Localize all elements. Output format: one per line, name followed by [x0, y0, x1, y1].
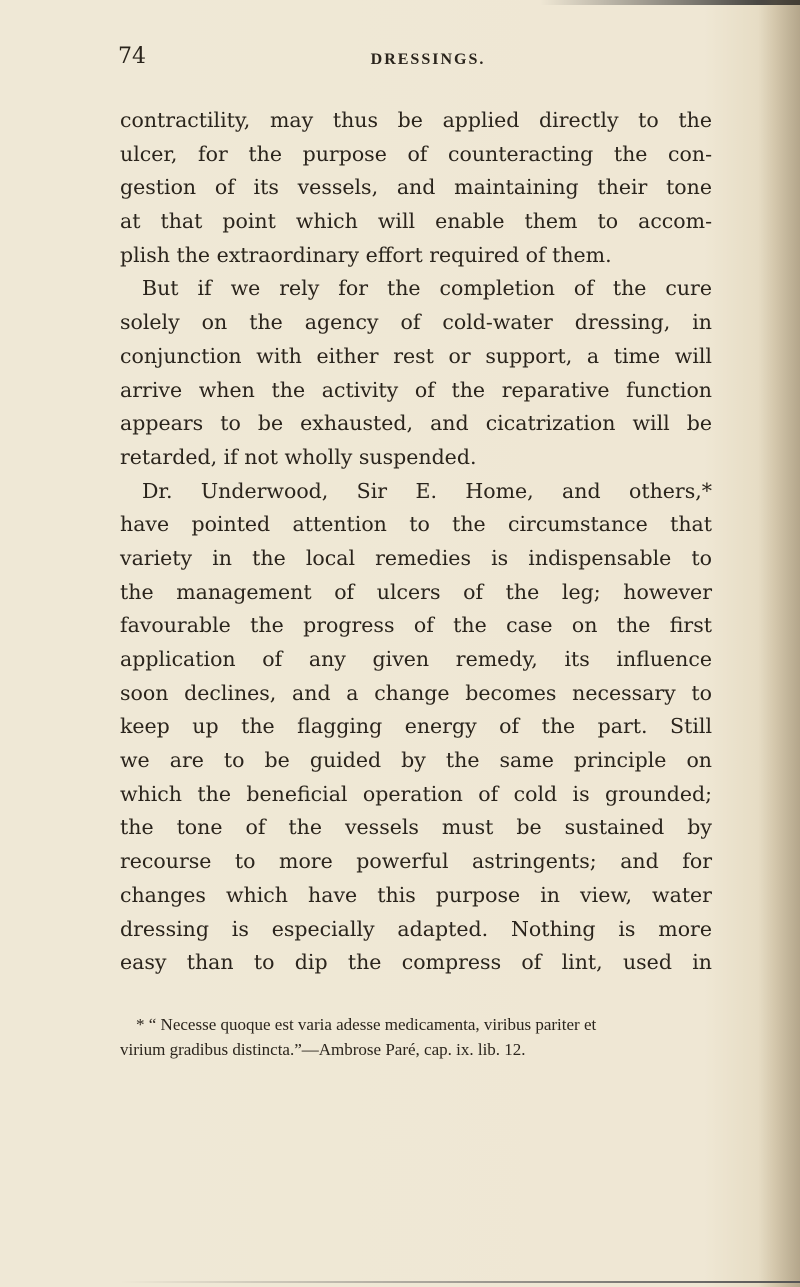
body-line: easy than to dip the compress of lint, used in	[120, 950, 712, 975]
body-line: soon declines, and a change becomes necessary to	[120, 680, 712, 705]
body-line: the management of ulcers of the leg; however	[120, 579, 712, 604]
body-line: changes which have this purpose in view, water	[120, 882, 712, 907]
body-line: contractility, may thus be applied directly to the	[120, 108, 712, 132]
body-line: the tone of the vessels must be sustained by	[120, 815, 712, 840]
footnote-line: virium gradibus distincta.”—Ambrose Paré, cap. ix. lib. 12.	[120, 1040, 526, 1059]
page-edge-shadow-bottom	[120, 1281, 800, 1283]
body-text	[120, 104, 712, 980]
body-line: solely on the agency of cold-water dressing, in	[120, 310, 712, 335]
body-line: favourable the progress of the case on the first	[120, 613, 712, 638]
body-line: have pointed attention to the circumstance that	[120, 512, 712, 537]
body-line: recourse to more powerful astringents; and for	[120, 849, 712, 874]
footnote	[120, 1012, 712, 1062]
page-number: 74	[118, 44, 146, 69]
body-line: at that point which will enable them to accom-	[120, 209, 712, 234]
body-line: we are to be guided by the same principle on	[120, 748, 712, 773]
footnote-line: * “ Necesse quoque est varia adesse medicamenta, viribus pariter et	[136, 1015, 597, 1034]
body-line: But if we rely for the completion of the cure	[142, 276, 712, 301]
body-line: Dr. Underwood, Sir E. Home, and others,*	[142, 478, 712, 503]
body-line: plish the extraordinary effort required of them.	[120, 242, 612, 267]
body-line: appears to be exhausted, and cicatrization will be	[120, 411, 712, 436]
page-header	[118, 44, 718, 80]
body-line: application of any given remedy, its influence	[120, 647, 712, 671]
body-line: gestion of its vessels, and maintaining their tone	[120, 175, 712, 200]
page-edge-shadow-right	[758, 0, 800, 1287]
body-line: arrive when the activity of the reparative function	[120, 377, 712, 402]
body-line: ulcer, for the purpose of counteracting the con-	[120, 141, 712, 166]
running-head: DRESSINGS.	[370, 51, 486, 68]
body-line: dressing is especially adapted. Nothing is more	[120, 916, 712, 941]
body-line: conjunction with either rest or support, a time will	[120, 343, 712, 368]
body-line: which the beneficial operation of cold is grounded;	[120, 781, 712, 806]
body-line: variety in the local remedies is indispensable to	[120, 545, 712, 570]
body-line: retarded, if not wholly suspended.	[120, 444, 477, 469]
body-line: keep up the flagging energy of the part. Still	[120, 714, 712, 739]
